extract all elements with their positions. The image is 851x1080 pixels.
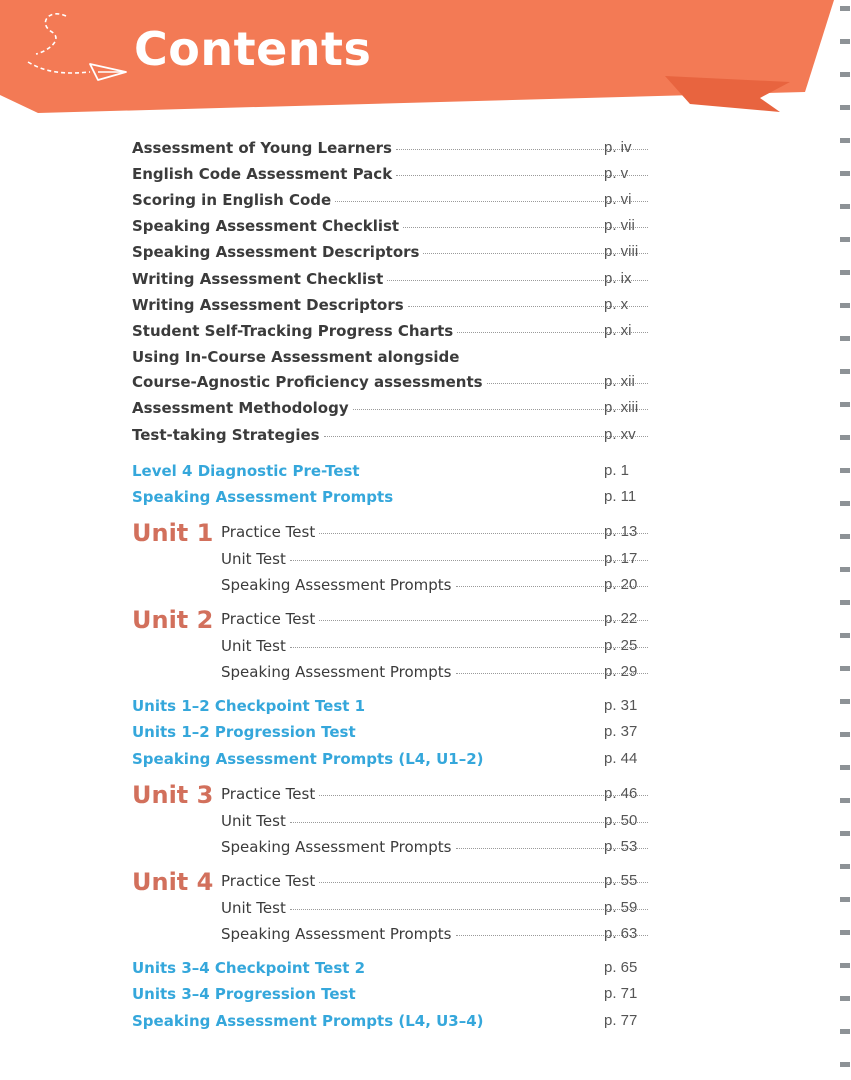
toc-entry-label: Units 1–2 Progression Test bbox=[132, 723, 356, 741]
toc-entry[interactable] bbox=[132, 191, 652, 213]
toc-entry[interactable] bbox=[132, 399, 652, 421]
dot-leader bbox=[324, 436, 648, 437]
toc-page-number: p. 29 bbox=[604, 663, 638, 680]
toc-entry-label: Assessment Methodology bbox=[132, 399, 349, 417]
toc-page-number: p. 1 bbox=[604, 462, 630, 479]
toc-entry-label: Practice Test bbox=[221, 785, 316, 803]
toc-entry[interactable] bbox=[221, 550, 652, 572]
toc-page-number: p. 37 bbox=[604, 723, 638, 740]
toc-page-number: p. 22 bbox=[604, 610, 638, 627]
dot-leader bbox=[319, 620, 648, 621]
toc-page-number: p. xii bbox=[604, 373, 635, 390]
toc-entry-label: Units 1–2 Checkpoint Test 1 bbox=[132, 697, 366, 715]
toc-entry[interactable] bbox=[221, 576, 652, 598]
toc-entry-label: Practice Test bbox=[221, 610, 316, 628]
toc-entry-label: Unit Test bbox=[221, 549, 286, 568]
toc-entry[interactable] bbox=[221, 899, 652, 921]
unit-heading: Unit 3 bbox=[132, 781, 214, 809]
unit-heading: Unit 1 bbox=[132, 519, 214, 547]
toc-entry[interactable] bbox=[221, 838, 652, 860]
toc-entry[interactable] bbox=[132, 462, 652, 484]
toc-entry-label: Test-taking Strategies bbox=[132, 426, 320, 444]
toc-page-number: p. 44 bbox=[604, 750, 638, 767]
toc-entry-label: Units 3–4 Checkpoint Test 2 bbox=[132, 959, 366, 977]
toc-entry[interactable] bbox=[221, 925, 652, 947]
toc-entry-label: Speaking Assessment Prompts (L4, U3–4) bbox=[132, 1012, 484, 1030]
toc-page-number: p. 13 bbox=[604, 523, 638, 540]
toc-entry[interactable] bbox=[221, 610, 652, 632]
toc-page-number: p. x bbox=[604, 296, 629, 313]
toc-entry[interactable] bbox=[132, 270, 652, 292]
toc-page-number: p. vii bbox=[604, 217, 635, 234]
toc-entry-label: Speaking Assessment Prompts bbox=[221, 925, 452, 943]
toc-page-number: p. 25 bbox=[604, 636, 638, 654]
toc-entry[interactable] bbox=[132, 697, 652, 719]
dot-leader bbox=[319, 533, 648, 534]
toc-entry[interactable] bbox=[132, 1012, 652, 1034]
dot-leader bbox=[290, 822, 648, 823]
toc-entry-label: Speaking Assessment Descriptors bbox=[132, 243, 420, 261]
toc-entry-label: Unit Test bbox=[221, 636, 286, 655]
toc-page-number: p. 11 bbox=[604, 488, 637, 505]
toc-page-number: p. xi bbox=[604, 322, 632, 339]
toc-entry-label: Speaking Assessment Prompts bbox=[132, 488, 394, 506]
toc-page-number: p. xv bbox=[604, 426, 636, 443]
toc-entry[interactable] bbox=[132, 165, 652, 187]
toc-page-number: p. 63 bbox=[604, 925, 638, 942]
unit-heading: Unit 2 bbox=[132, 606, 214, 634]
toc-entry-label: Practice Test bbox=[221, 523, 316, 541]
toc-entry-label: Unit Test bbox=[221, 898, 286, 917]
toc-page-number: p. 50 bbox=[604, 811, 638, 829]
toc-entry-label: Speaking Assessment Prompts (L4, U1–2) bbox=[132, 750, 484, 768]
toc-page-number: p. v bbox=[604, 165, 629, 182]
toc-page-number: p. 59 bbox=[604, 898, 638, 916]
toc-entry-label-line1 bbox=[132, 348, 652, 370]
toc-entry[interactable] bbox=[132, 750, 652, 772]
toc-entry-label: Writing Assessment Descriptors bbox=[132, 296, 404, 314]
toc-entry[interactable] bbox=[132, 296, 652, 318]
dot-leader bbox=[319, 882, 648, 883]
toc-entry-label: Units 3–4 Progression Test bbox=[132, 985, 356, 1003]
toc-entry-label: Level 4 Diagnostic Pre-Test bbox=[132, 462, 360, 480]
toc-entry[interactable] bbox=[221, 872, 652, 894]
toc-page-number: p. ix bbox=[604, 270, 632, 287]
toc-entry-label: Writing Assessment Checklist bbox=[132, 270, 384, 288]
toc-entry-label: Speaking Assessment Prompts bbox=[221, 663, 452, 681]
toc-entry-label: Scoring in English Code bbox=[132, 191, 332, 209]
toc-page-number: p. 17 bbox=[604, 549, 638, 567]
toc-page-number: p. viii bbox=[604, 243, 639, 260]
dot-leader bbox=[290, 909, 648, 910]
toc-entry-label: Speaking Assessment Prompts bbox=[221, 576, 452, 594]
toc-page-number: p. 71 bbox=[604, 985, 638, 1002]
toc-entry[interactable] bbox=[132, 959, 652, 981]
toc-entry[interactable] bbox=[132, 488, 652, 510]
toc-entry-label: Assessment of Young Learners bbox=[132, 139, 392, 157]
toc-entry-label: Speaking Assessment Checklist bbox=[132, 217, 400, 235]
paper-plane-icon bbox=[18, 2, 128, 84]
toc-entry[interactable] bbox=[132, 985, 652, 1007]
toc-entry-label: Student Self-Tracking Progress Charts bbox=[132, 322, 454, 340]
dot-leader bbox=[319, 795, 648, 796]
toc-entry-label: Speaking Assessment Prompts bbox=[221, 838, 452, 856]
toc-page-number: p. 55 bbox=[604, 872, 638, 889]
toc-entry[interactable] bbox=[132, 243, 652, 265]
dot-leader bbox=[290, 560, 648, 561]
toc-page-number: p. 77 bbox=[604, 1012, 638, 1029]
dot-leader bbox=[290, 647, 648, 648]
spiral-binding bbox=[837, 0, 851, 1080]
toc-entry-label: Using In-Course Assessment alongside bbox=[132, 348, 460, 366]
toc-entry[interactable] bbox=[132, 373, 652, 395]
toc-entry[interactable] bbox=[132, 426, 652, 448]
toc-page-number: p. 53 bbox=[604, 838, 638, 855]
toc-entry[interactable] bbox=[221, 663, 652, 685]
toc-page-number: p. 31 bbox=[604, 697, 638, 714]
unit-heading: Unit 4 bbox=[132, 868, 214, 896]
toc-page-number: p. 46 bbox=[604, 785, 638, 802]
toc-entry-label: English Code Assessment Pack bbox=[132, 165, 393, 183]
toc-entry[interactable] bbox=[221, 637, 652, 659]
toc-entry[interactable] bbox=[132, 322, 652, 344]
toc-page-number: p. vi bbox=[604, 191, 632, 208]
toc-entry[interactable] bbox=[221, 785, 652, 807]
page-title: Contents bbox=[134, 22, 372, 76]
toc-entry[interactable] bbox=[221, 812, 652, 834]
toc-entry[interactable] bbox=[132, 139, 652, 161]
toc-page-number: p. iv bbox=[604, 139, 632, 156]
toc-page-number: p. xiii bbox=[604, 399, 639, 416]
toc-entry[interactable] bbox=[132, 723, 652, 745]
dot-leader bbox=[335, 201, 648, 202]
toc-page-number: p. 65 bbox=[604, 959, 638, 976]
toc-entry[interactable] bbox=[221, 523, 652, 545]
toc-entry-label: Practice Test bbox=[221, 872, 316, 890]
toc-page-number: p. 20 bbox=[604, 576, 638, 593]
toc-entry[interactable] bbox=[132, 217, 652, 239]
toc-entry-label: Unit Test bbox=[221, 811, 286, 830]
toc-entry-label: Course-Agnostic Proficiency assessments bbox=[132, 373, 483, 391]
